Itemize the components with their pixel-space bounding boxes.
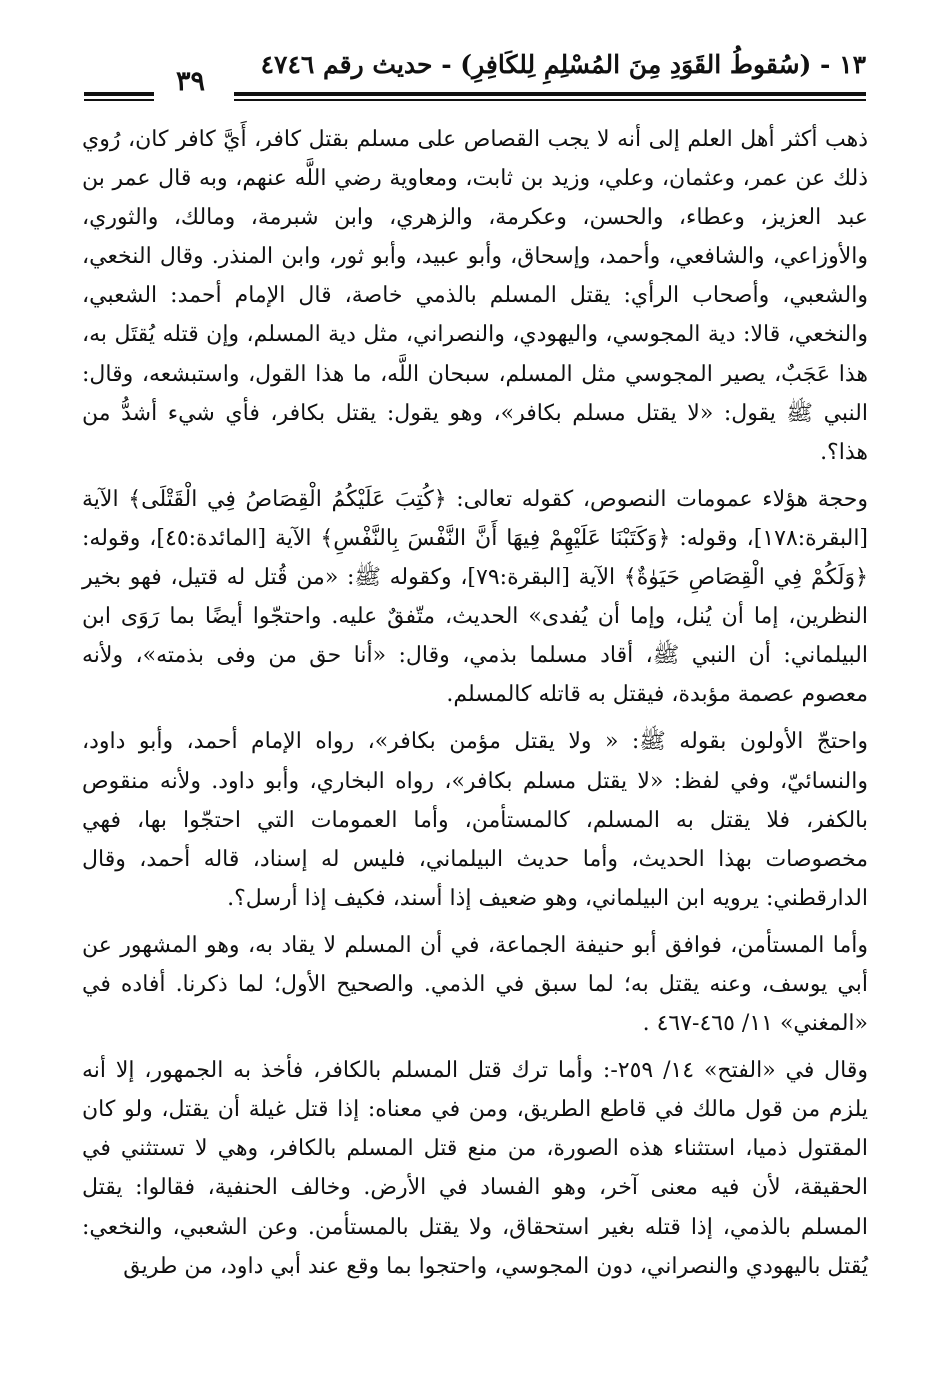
running-title: ١٣ - (سُقوطُ القَوَدِ مِنَ المُسْلِمِ لِلكَافِرِ) - حديث رقم ٤٧٤٦ (260, 50, 866, 79)
paragraph: وقال في «الفتح» ١٤/ ٢٥٩-: وأما ترك قتل المسلم بالكافر، فأخذ به الجمهور، إلا أنه يلزم من قول مالك في قاطع الطريق، ومن في معناه: إذا قتل غيلة أن يقتل، ولو كان المقتول ذميا، استثناء هذه الصورة، من منع قتل المسلم بالكافر، وهي لا تستثني في الحقيقة، لأن فيه معنى آخر، وهو الفساد في الأرض. وخالف الحنفية، فقالوا: يقتل المسلم بالذمي، إذا قتله بغير استحقاق، ولا يقتل بالمستأمن. وعن الشعبي، والنخعي: يُقتل باليهودي والنصراني، دون المجوسي، واحتجوا بما وقع عند أبي داود، من طريق (82, 1058, 869, 1279)
header-rule (234, 92, 866, 96)
header-rule (234, 99, 866, 101)
page-number: ٣٩ (176, 66, 206, 97)
header-rule (84, 92, 154, 96)
body-text (82, 120, 868, 1286)
paragraph: وحجة هؤلاء عمومات النصوص، كقوله تعالى: ﴿كُتِبَ عَلَيْكُمُ الْقِصَاصُ فِي الْقَتْلَى﴾ الآية [البقرة:١٧٨]، وقوله: ﴿وَكَتَبْنَا عَلَيْهِمْ فِيهَا أَنَّ النَّفْسَ بِالنَّفْسِ﴾ الآية [المائدة:٤٥]، وقوله: ﴿وَلَكُمْ فِي الْقِصَاصِ حَيَوٰةٌ﴾ الآية [البقرة:٧٩]، وكقوله ﷺ: «من قُتل له قتيل، فهو بخير النظرين، إما أن يُنل، وإما أن يُفدى» الحديث، متّفقٌ عليه. واحتجّوا أيضًا بما رَوَى ابن البيلماني: أن النبي ﷺ، أقاد مسلما بذمي، وقال: «أنا حق من وفى بذمته»، ولأنه معصوم عصمة مؤبدة، فيقتل به قاتله كالمسلم. (82, 486, 869, 708)
header-rule (84, 99, 154, 101)
paragraph: واحتجّ الأولون بقوله ﷺ: « ولا يقتل مؤمن بكافر»، رواه الإمام أحمد، وأبو داود، والنسائيّ، وفي لفظ: «لا يقتل مسلم بكافر»، رواه البخاري، وأبو داود. ولأنه منقوص بالكفر، فلا يقتل به المسلم، كالمستأمن، وأما العمومات التي احتجّوا بها، فهي مخصوصات بهذا الحديث، وأما حديث البيلماني، فليس له إسناد، قاله أحمد، وقال الدارقطني: يرويه ابن البيلماني، وهو ضعيف إذا أسند، فكيف إذا أرسل؟. (82, 729, 868, 911)
page-header (84, 40, 866, 110)
paragraph: ذهب أكثر أهل العلم إلى أنه لا يجب القصاص على مسلم بقتل كافر، أَيَّ كافر كان، رُوي ذلك عن عمر، وعثمان، وعلي، وزيد بن ثابت، ومعاوية رضي اللَّه عنهم، وبه قال عمر بن عبد العزيز، وعطاء، والحسن، وعكرمة، والزهري، وابن شبرمة، ومالك، والثوري، والأوزاعي، والشافعي، وأحمد، وإسحاق، وأبو عبيد، وأبو ثور، وابن المنذر. وقال النخعي، والشعبي، وأصحاب الرأي: يقتل المسلم بالذمي خاصة، قال الإمام أحمد: الشعبي، والنخعي، قالا: دية المجوسي، واليهودي، والنصراني، مثل دية المسلم، وإن قتله يُقتَل به، هذا عَجَبٌ، يصير المجوسي مثل المسلم، سبحان اللَّه، ما هذا القول، واستبشعه، وقال: النبي ﷺ يقول: «لا يقتل مسلم بكافر»، وهو يقول: يقتل بكافر، فأي شيء أشدُّ من هذا؟. (82, 127, 868, 465)
paragraph: وأما المستأمن، فوافق أبو حنيفة الجماعة، في أن المسلم لا يقاد به، وهو المشهور عن أبي يوسف، وعنه يقتل به؛ لما سبق في الذمي. والصحيح الأول؛ لما ذكرنا. أفاده في «المغني» ١١/ ٤٦٥-٤٦٧ . (82, 932, 868, 1037)
